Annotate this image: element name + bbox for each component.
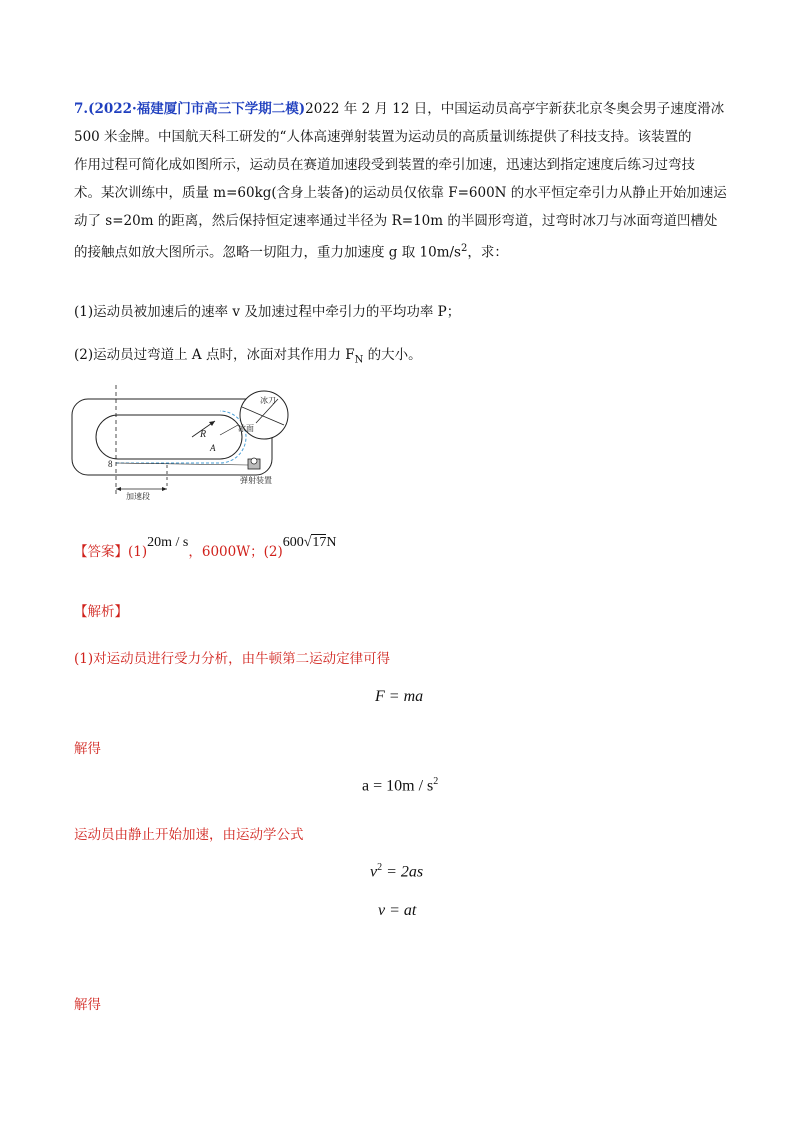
equation-kinematics-2: v = at	[378, 902, 417, 919]
analysis-solve-1: 解得	[74, 741, 101, 757]
question-line-1: 7.(2022·福建厦门市高三下学期二模)2022 年 2 月 12 日，中国运动员高亭宇新获北京冬奥会男子速度滑冰	[74, 101, 725, 117]
analysis-solve-2: 解得	[74, 997, 101, 1013]
question-line-6: 的接触点如放大图所示。忽略一切阻力，重力加速度 g 取 $10m/s^2$，求：	[74, 243, 508, 261]
equation-acceleration: $a = 10m / s^2$	[362, 776, 439, 795]
label-accel: 加速段	[126, 492, 150, 500]
question-part-1: (1)运动员被加速后的速率 v 及加速过程中牵引力的平均功率 P；	[74, 304, 461, 320]
question-line-2: 500 米金牌。中国航天科工研发的“人体高速弹射装置为运动员的高质量训练提供了科技支持。该装置的	[74, 129, 692, 145]
equation-newton: F = ma	[375, 688, 424, 705]
question-line-3: 作用过程可简化成如图所示，运动员在赛道加速段受到装置的牵引加速，迅速达到指定速度后练习过弯技	[74, 157, 695, 173]
equation-kinematics-1: $v^2 = 2as$	[370, 862, 424, 881]
answer-line: 【答案】(1)20m / s，6000W；(2)600√17N	[74, 535, 337, 560]
question-source: 7.(2022·福建厦门市高三下学期二模)	[74, 101, 306, 117]
question-stem	[74, 95, 734, 267]
label-8: 8	[108, 459, 113, 469]
question-part-2: (2)运动员过弯道上 A 点时，冰面对其作用力 $F_N$ 的大小。	[74, 347, 422, 366]
analysis-step-1: (1)对运动员进行受力分析，由牛顿第二运动定律可得	[74, 651, 391, 667]
label-blade: 冰刀	[260, 396, 276, 405]
track-diagram	[70, 385, 300, 500]
label-a: A	[210, 443, 216, 453]
question-line-5: 动了 s=20m 的距离，然后保持恒定速率通过半径为 R=10m 的半圆形弯道，过弯时冰刀与冰面弯道凹槽处	[74, 213, 718, 229]
question-line-4: 术。某次训练中，质量 m=60kg(含身上装备)的运动员仅依靠 F=600N 的水平恒定牵引力从静止开始加速运	[74, 185, 727, 201]
answer-velocity: 20m / s	[147, 535, 189, 550]
analysis-tag: 【解析】	[74, 604, 128, 620]
answer-force: 600√17N	[282, 535, 337, 550]
label-r: R	[200, 429, 207, 440]
analysis-step-2: 运动员由静止开始加速，由运动学公式	[74, 827, 304, 843]
label-launcher: 弹射装置	[240, 476, 272, 485]
label-ice: 冰面	[238, 424, 254, 433]
